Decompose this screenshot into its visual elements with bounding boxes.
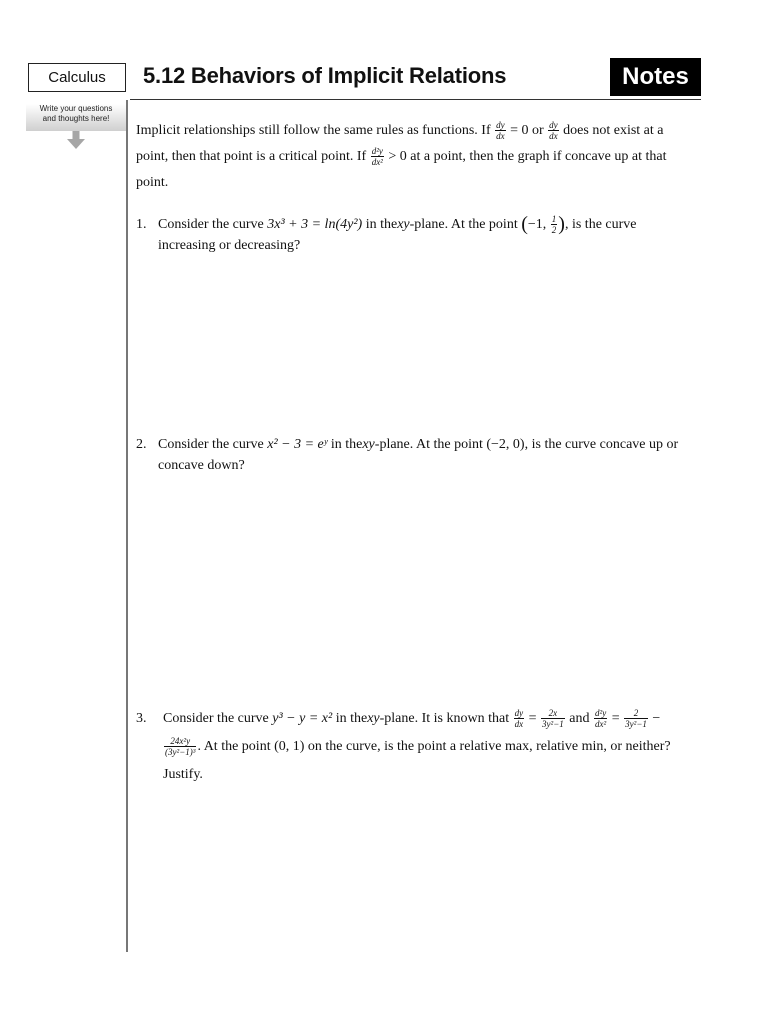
first-derivative-expression: $\frac{2x}{\text{3y²−1}}$ [542, 708, 564, 730]
notes-tip-box [26, 104, 126, 131]
question-text: , is the curve increasing or decreasing? [158, 217, 637, 254]
question-text: , is the curve concave up or concave down? [158, 437, 679, 473]
plane-label: xy [362, 437, 375, 452]
half-fraction: $\frac{1}{2}$ [551, 214, 557, 236]
question-text: in the [330, 437, 363, 452]
question-number: 2. [136, 437, 147, 452]
margin-divider [126, 100, 128, 952]
page-title: 5.12 Behaviors of Implicit Relations [143, 63, 507, 88]
second-derivative-term-2: $\frac{\text{24x²y}}{\text{(3y²−1)³}}$ [165, 736, 196, 758]
intro-text-1: Implicit relationships still follow the same rules as functions. If [136, 123, 491, 138]
question-number: 1. [136, 217, 147, 232]
question-text: Consider the curve [158, 217, 264, 232]
intro-paragraph [136, 118, 692, 196]
question-text: Consider the curve [158, 437, 264, 452]
question-text: . At the point [197, 739, 271, 754]
curve-equation: y³ − y = x² [272, 711, 333, 726]
second-derivative-fraction: $\frac{\text{d²y}}{\text{dx²}}$ [371, 146, 383, 168]
equals-sign: = [611, 711, 620, 726]
second-derivative-fraction: $\frac{\text{d²y}}{\text{dx²}}$ [595, 708, 607, 730]
question-text: -plane. It is known that [379, 711, 510, 726]
dy-dx-fraction: $\frac{dy}{dx}$ [496, 120, 505, 142]
notes-badge: Notes [610, 58, 701, 96]
question-text: -plane. At the point [409, 217, 518, 232]
subject-label: Calculus [28, 63, 126, 92]
down-arrow-icon [66, 131, 86, 151]
question-text: and [569, 711, 590, 726]
question-text: on the curve, is the point a relative max, relative min, or neither? Justify. [163, 739, 671, 782]
intro-text-4: > 0 at a point, then the graph if concave up at that point. [136, 149, 667, 190]
dy-dx-fraction: $\frac{dy}{dx}$ [549, 120, 558, 142]
point-coordinates: (−2, 0) [486, 437, 525, 452]
tip-line-2: and thoughts here! [42, 113, 110, 123]
question-2 [136, 434, 692, 476]
question-text: -plane. At the point [374, 437, 483, 452]
intro-text-3: does not exist at a point, then that point is a critical point. If [136, 123, 664, 164]
point-paren: ) [558, 213, 565, 235]
equals-sign: = [528, 711, 537, 726]
point-coordinates: (0, 1) [274, 739, 305, 754]
point-paren: ( [521, 213, 528, 235]
question-1 [136, 214, 692, 256]
first-derivative-fraction: $\frac{dy}{dx}$ [514, 708, 524, 730]
curve-equation: x² − 3 = eʸ [267, 437, 328, 452]
tip-line-1: Write your questions [39, 104, 113, 113]
question-number: 3. [136, 711, 147, 726]
point-coordinates: −1, [527, 217, 550, 232]
question-text: in the [365, 217, 398, 232]
second-derivative-term-1: $\frac{2}{\text{3y²−1}}$ [625, 708, 647, 730]
question-text: Consider the curve [163, 711, 269, 726]
curve-equation: 3x³ + 3 = ln(4y²) [267, 217, 363, 232]
minus-sign: − [652, 711, 661, 726]
intro-text-2: = 0 or [510, 123, 544, 138]
plane-label: xy [367, 711, 380, 726]
plane-label: xy [397, 217, 410, 232]
question-text: in the [335, 711, 368, 726]
question-3 [136, 705, 692, 789]
header-divider [130, 99, 701, 100]
